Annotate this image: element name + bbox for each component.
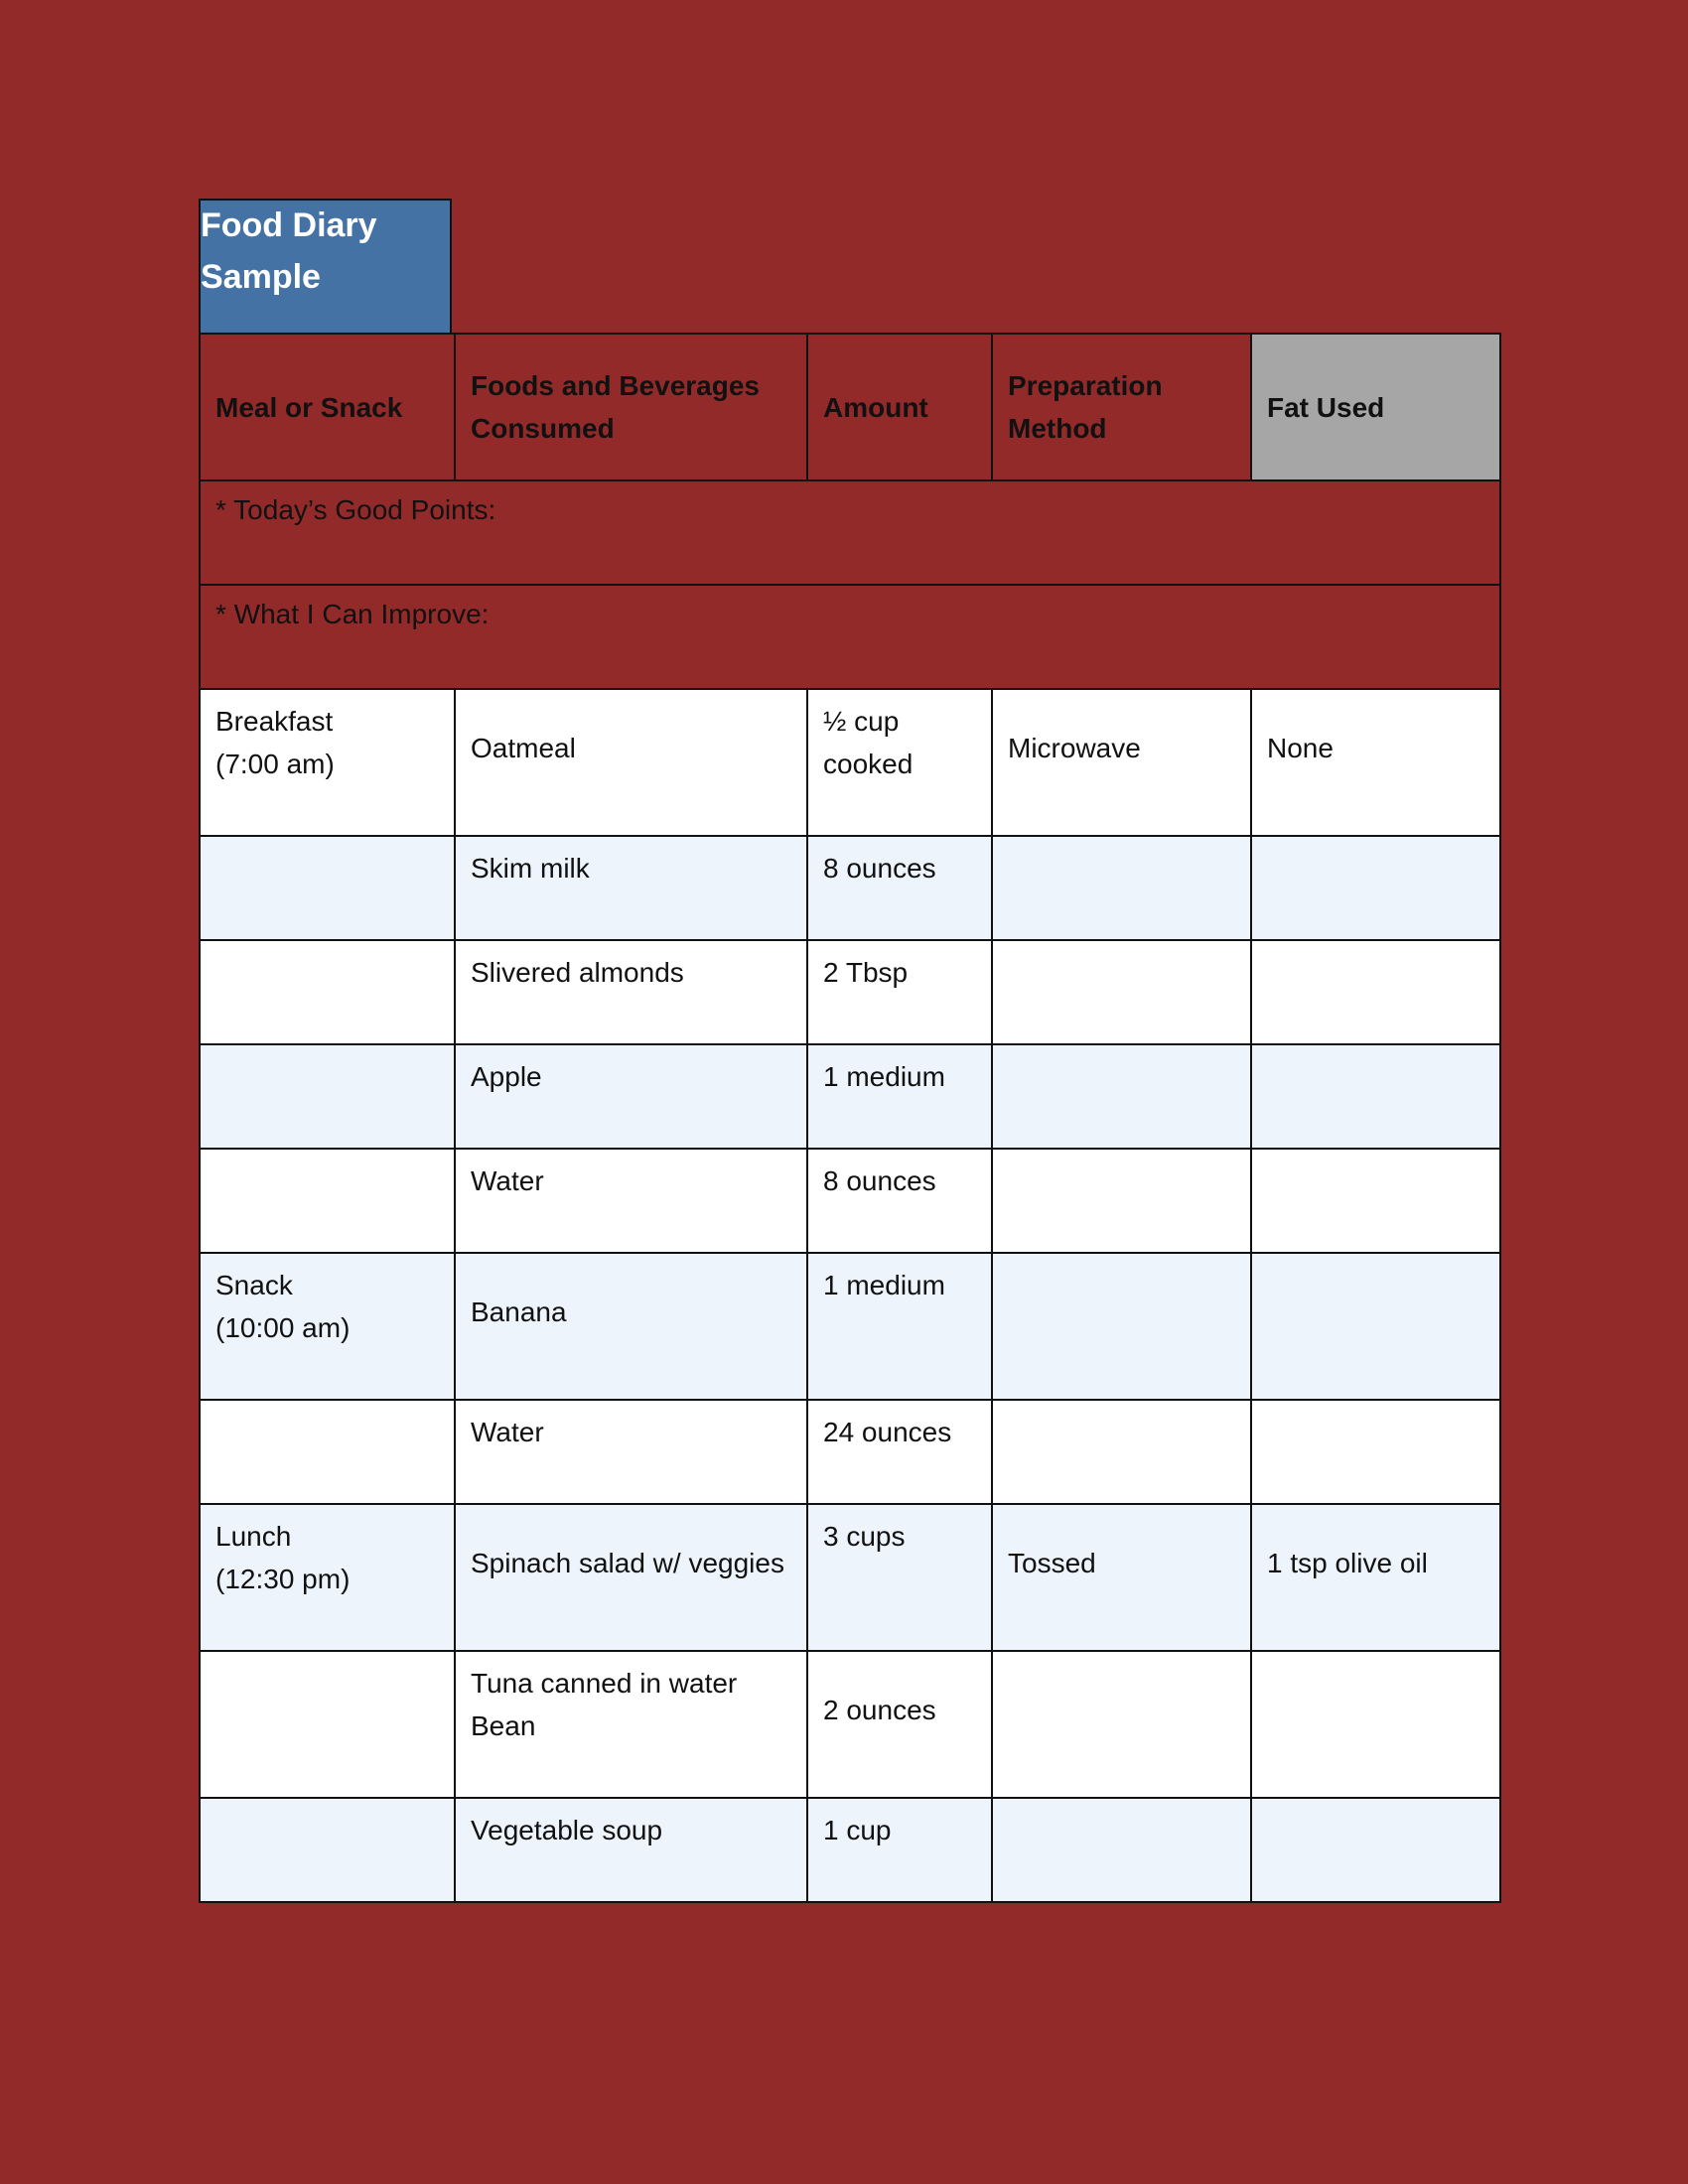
- meal-cell[interactable]: [200, 1149, 455, 1253]
- amount-cell-text: 3 cups: [823, 1521, 906, 1552]
- preparation-cell-text: Microwave: [1008, 732, 1141, 763]
- fat-used-cell-text: None: [1267, 732, 1334, 763]
- meal-cell[interactable]: [200, 1044, 455, 1149]
- food-cell-text: Slivered almonds: [471, 957, 684, 988]
- amount-cell-text: 2 ounces: [823, 1694, 936, 1725]
- amount-cell-text: cooked: [823, 749, 914, 779]
- amount-cell-text: 8 ounces: [823, 1165, 936, 1196]
- preparation-cell[interactable]: [992, 1651, 1251, 1798]
- preparation-cell[interactable]: [992, 1044, 1251, 1149]
- header-preparation: Preparation Method: [992, 334, 1251, 480]
- food-cell[interactable]: [455, 1044, 807, 1149]
- preparation-cell[interactable]: [992, 836, 1251, 940]
- document-title: [199, 199, 452, 333]
- meal-cell[interactable]: [200, 836, 455, 940]
- food-cell[interactable]: [455, 836, 807, 940]
- meal-cell-text: Breakfast: [215, 706, 334, 737]
- table-row: [200, 836, 1500, 940]
- meal-cell-text: Snack: [215, 1270, 293, 1300]
- food-diary-table: [199, 333, 1501, 1903]
- amount-cell[interactable]: [807, 1798, 992, 1902]
- title-line-2: Sample: [201, 258, 321, 296]
- table-row: [200, 1149, 1500, 1253]
- food-cell[interactable]: [455, 1798, 807, 1902]
- food-cell-text: Skim milk: [471, 853, 590, 884]
- meal-cell[interactable]: [200, 940, 455, 1044]
- food-cell-text: Vegetable soup: [471, 1815, 663, 1845]
- preparation-cell[interactable]: [992, 1149, 1251, 1253]
- fat-used-cell[interactable]: [1251, 940, 1500, 1044]
- table-row: [200, 1253, 1500, 1400]
- amount-cell-text: 8 ounces: [823, 853, 936, 884]
- table-row: [200, 689, 1500, 836]
- fat-used-cell[interactable]: [1251, 1400, 1500, 1504]
- meal-cell[interactable]: [200, 689, 455, 836]
- preparation-cell[interactable]: [992, 1253, 1251, 1400]
- fat-used-cell[interactable]: [1251, 1044, 1500, 1149]
- amount-cell[interactable]: [807, 1149, 992, 1253]
- food-cell-text: Tuna canned in water: [471, 1668, 738, 1699]
- meal-cell[interactable]: [200, 1798, 455, 1902]
- preparation-cell[interactable]: [992, 1504, 1251, 1651]
- amount-cell[interactable]: [807, 1400, 992, 1504]
- header-fat-used: Fat Used: [1251, 334, 1500, 480]
- table-row: [200, 1044, 1500, 1149]
- preparation-cell[interactable]: [992, 689, 1251, 836]
- amount-cell[interactable]: [807, 1253, 992, 1400]
- meal-cell-text: Lunch: [215, 1521, 292, 1552]
- food-diary-document: [199, 199, 1499, 1903]
- table-row: [200, 1651, 1500, 1798]
- food-cell[interactable]: [455, 940, 807, 1044]
- food-cell-text: Bean: [471, 1710, 536, 1741]
- amount-cell[interactable]: [807, 1504, 992, 1651]
- table-header-row: [200, 334, 1500, 480]
- amount-cell[interactable]: [807, 1651, 992, 1798]
- good-points-cell[interactable]: * Today’s Good Points:: [200, 480, 1500, 585]
- meal-cell[interactable]: [200, 1253, 455, 1400]
- table-row: [200, 1504, 1500, 1651]
- table-row: [200, 1400, 1500, 1504]
- meal-cell[interactable]: [200, 1504, 455, 1651]
- food-cell-text: Apple: [471, 1061, 542, 1092]
- amount-cell[interactable]: [807, 1044, 992, 1149]
- improve-row: [200, 585, 1500, 689]
- fat-used-cell[interactable]: [1251, 1504, 1500, 1651]
- fat-used-cell[interactable]: [1251, 689, 1500, 836]
- header-amount: Amount: [807, 334, 992, 480]
- meal-cell-text: (10:00 am): [215, 1312, 351, 1343]
- food-cell-text: Spinach salad w/ veggies: [471, 1547, 784, 1578]
- preparation-cell[interactable]: [992, 940, 1251, 1044]
- fat-used-cell[interactable]: [1251, 1253, 1500, 1400]
- preparation-cell[interactable]: [992, 1798, 1251, 1902]
- header-foods: Foods and Beverages Consumed: [455, 334, 807, 480]
- fat-used-cell-text: 1 tsp olive oil: [1267, 1547, 1428, 1578]
- fat-used-cell[interactable]: [1251, 1149, 1500, 1253]
- table-row: [200, 940, 1500, 1044]
- amount-cell-text: 1 cup: [823, 1815, 892, 1845]
- good-points-row: [200, 480, 1500, 585]
- food-cell-text: Banana: [471, 1296, 567, 1327]
- food-cell[interactable]: [455, 1149, 807, 1253]
- food-cell-text: Water: [471, 1165, 544, 1196]
- fat-used-cell[interactable]: [1251, 1651, 1500, 1798]
- preparation-cell[interactable]: [992, 1400, 1251, 1504]
- meal-cell-text: (7:00 am): [215, 749, 335, 779]
- food-cell-text: Oatmeal: [471, 732, 576, 763]
- fat-used-cell[interactable]: [1251, 836, 1500, 940]
- amount-cell-text: 1 medium: [823, 1061, 945, 1092]
- amount-cell-text: 2 Tbsp: [823, 957, 909, 988]
- meal-cell-text: (12:30 pm): [215, 1564, 351, 1594]
- amount-cell[interactable]: [807, 940, 992, 1044]
- diary-entries: [200, 689, 1500, 1902]
- title-line-1: Food Diary: [201, 206, 377, 244]
- fat-used-cell[interactable]: [1251, 1798, 1500, 1902]
- food-cell[interactable]: [455, 1504, 807, 1651]
- food-cell[interactable]: [455, 1400, 807, 1504]
- food-cell[interactable]: [455, 1651, 807, 1798]
- food-cell-text: Water: [471, 1417, 544, 1447]
- improve-cell[interactable]: * What I Can Improve:: [200, 585, 1500, 689]
- table-row: [200, 1798, 1500, 1902]
- amount-cell-text: 24 ounces: [823, 1417, 952, 1447]
- food-cell[interactable]: [455, 689, 807, 836]
- preparation-cell-text: Tossed: [1008, 1547, 1096, 1578]
- amount-cell[interactable]: [807, 836, 992, 940]
- amount-cell[interactable]: [807, 689, 992, 836]
- header-meal: Meal or Snack: [200, 334, 455, 480]
- food-cell[interactable]: [455, 1253, 807, 1400]
- meal-cell[interactable]: [200, 1400, 455, 1504]
- amount-cell-text: ½ cup: [823, 706, 900, 737]
- amount-cell-text: 1 medium: [823, 1270, 945, 1300]
- meal-cell[interactable]: [200, 1651, 455, 1798]
